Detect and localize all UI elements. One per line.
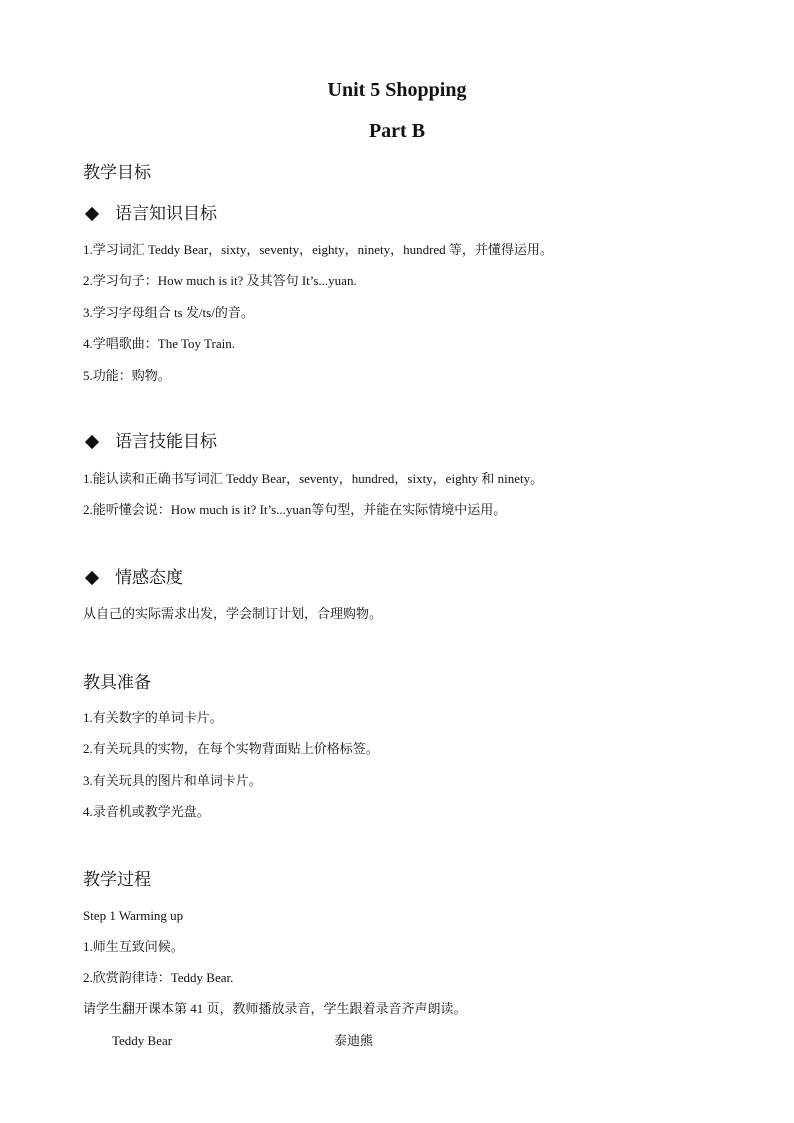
list-item: 4.录音机或教学光盘。	[83, 804, 210, 819]
list-item: 1.能认读和正确书写词汇 Teddy Bear，seventy，hundred，sixty，eighty 和 ninety。	[83, 471, 544, 486]
attitude-text: 从自己的实际需求出发，学会制订计划，合理购物。	[83, 606, 383, 621]
list-item: 1.师生互致问候。	[83, 939, 184, 954]
diamond-bullet-icon	[85, 571, 99, 585]
subheading-attitude	[85, 567, 183, 589]
list-item: 2.能听懂会说：How much is it? It’s...yuan等句型，并能在实际情境中运用。	[83, 502, 507, 517]
subheading-language-skills	[85, 431, 217, 453]
section-heading-process: 教学过程	[83, 870, 151, 890]
list-item: 3.学习字母组合 ts 发/ts/的音。	[83, 305, 254, 320]
subheading-label: 语言技能目标	[115, 432, 217, 452]
diamond-bullet-icon	[85, 435, 99, 449]
subheading-label: 语言知识目标	[115, 204, 217, 224]
poem-title-english: Teddy Bear	[112, 1033, 173, 1048]
step-title: Step 1 Warming up	[83, 908, 184, 923]
document-title: Unit 5 Shopping	[327, 79, 467, 101]
list-item: 2.有关玩具的实物，在每个实物背面贴上价格标签。	[83, 741, 379, 756]
list-item: 4.学唱歌曲：The Toy Train.	[83, 336, 235, 351]
list-item: 1.学习词汇 Teddy Bear，sixty，seventy，eighty，ninety，hundred 等，并懂得运用。	[83, 242, 553, 257]
section-heading-materials: 教具准备	[83, 673, 151, 693]
list-item: 3.有关玩具的图片和单词卡片。	[83, 773, 262, 788]
diamond-bullet-icon	[85, 207, 99, 221]
list-item: 2.学习句子：How much is it? 及其答句 It’s...yuan.	[83, 273, 357, 288]
list-item: 1.有关数字的单词卡片。	[83, 710, 223, 725]
poem-title-chinese: 泰迪熊	[334, 1033, 374, 1048]
subheading-label: 情感态度	[115, 568, 183, 588]
section-heading-teaching-goals: 教学目标	[83, 163, 151, 183]
document-subtitle: Part B	[368, 120, 426, 142]
list-item: 5.功能：购物。	[83, 368, 171, 383]
list-item: 2.欣赏韵律诗：Teddy Bear.	[83, 970, 234, 985]
subheading-language-knowledge	[85, 203, 217, 225]
list-item: 请学生翻开课本第 41 页，教师播放录音，学生跟着录音齐声朗读。	[83, 1001, 467, 1016]
